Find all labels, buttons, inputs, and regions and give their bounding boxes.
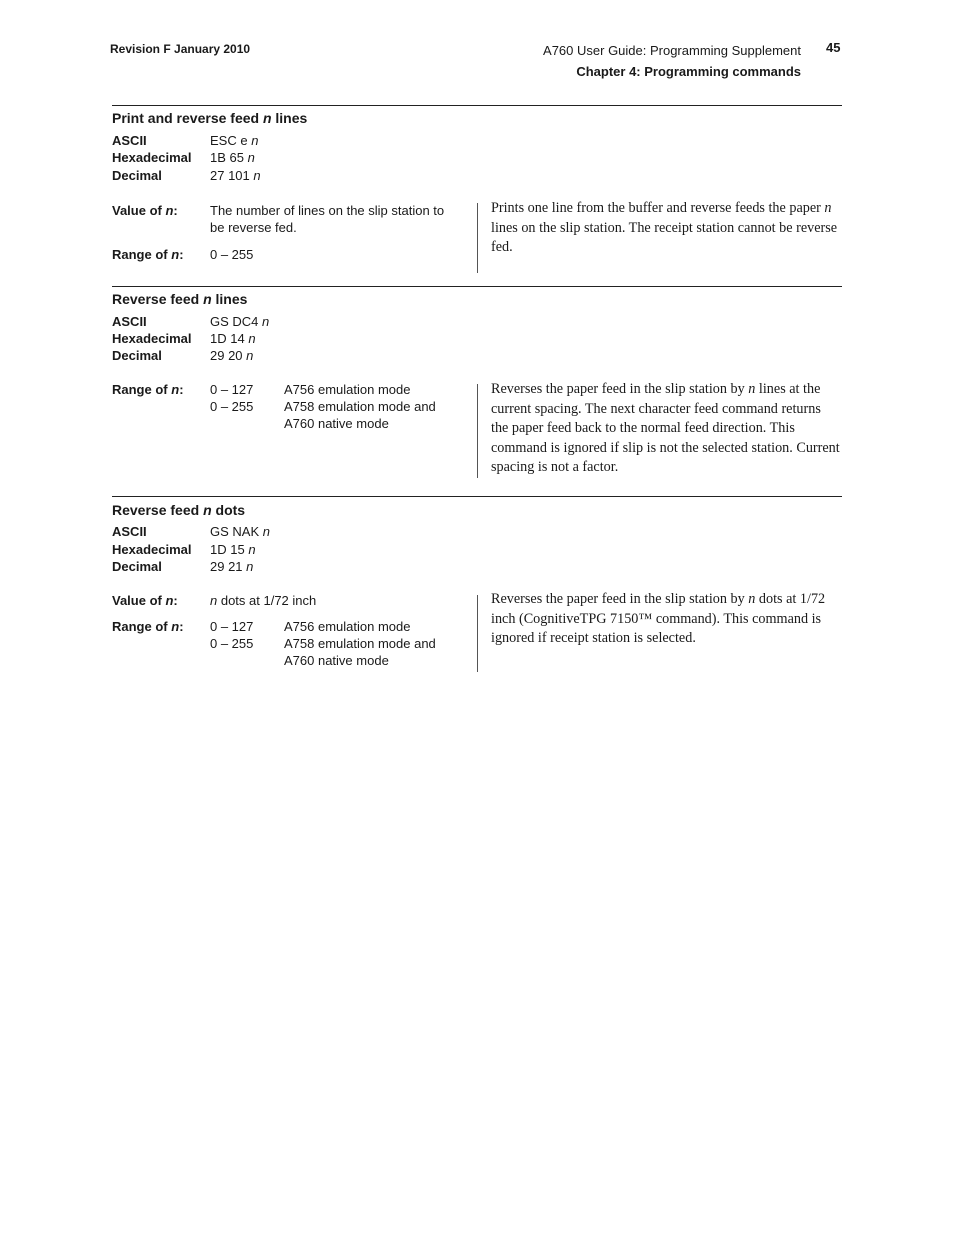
value-text: The number of lines on the slip station to be reverse fed.: [210, 203, 445, 235]
hex-label: Hexadecimal: [112, 542, 192, 557]
hex-value: 1D 14 n: [210, 331, 256, 346]
chapter-title: Chapter 4: Programming commands: [576, 64, 801, 79]
value-label: Value of n:: [112, 203, 178, 218]
command-description: Prints one line from the buffer and reverse feeds the paper n lines on the slip station. The receipt station cannot be reverse fed.: [491, 200, 838, 256]
hex-value: 1B 65 n: [210, 150, 255, 165]
value-text: n dots at 1/72 inch: [210, 593, 317, 608]
section-title: Reverse feed n lines: [112, 291, 248, 307]
range-value: 0 – 127: [210, 619, 254, 634]
section-title: Print and reverse feed n lines: [112, 110, 308, 126]
command-description: Reverses the paper feed in the slip station by n lines at the current spacing. The next character feed command returns the paper feed back to the normal feed direction. This command is ignored if slip is not the selected station. Current spacing is not a factor.: [491, 381, 840, 476]
range-label: Range of n:: [112, 247, 184, 262]
range-value: 0 – 255: [210, 399, 254, 414]
decimal-label: Decimal: [112, 348, 162, 363]
ascii-label: ASCII: [112, 133, 147, 148]
hex-value: 1D 15 n: [210, 542, 256, 557]
hex-label: Hexadecimal: [112, 331, 192, 346]
command-description: Reverses the paper feed in the slip station by n dots at 1/72 inch (CognitiveTPG 7150™ command). This command is ignored if receipt station is selected.: [491, 591, 826, 647]
running-header: [543, 40, 801, 82]
range-label: Range of n:: [112, 619, 184, 634]
decimal-value: 29 20 n: [210, 348, 254, 363]
range-value: 0 – 127: [210, 382, 254, 397]
section-divider: [112, 496, 842, 497]
range-mode: A758 emulation mode and: [284, 636, 436, 651]
decimal-label: Decimal: [112, 559, 162, 574]
range-mode: A758 emulation mode and: [284, 399, 436, 414]
section-title: Reverse feed n dots: [112, 502, 246, 518]
range-value: 0 – 255: [210, 636, 254, 651]
ascii-label: ASCII: [112, 524, 147, 539]
decimal-label: Decimal: [112, 168, 162, 183]
decimal-value: 27 101 n: [210, 168, 261, 183]
guide-title: A760 User Guide: Programming Supplement: [543, 43, 801, 58]
column-divider: [477, 384, 478, 478]
range-mode: A760 native mode: [284, 416, 389, 431]
range-label: Range of n:: [112, 382, 184, 397]
column-divider: [477, 595, 478, 672]
ascii-value: ESC e n: [210, 133, 259, 148]
ascii-value: GS NAK n: [210, 524, 270, 539]
column-divider: [477, 203, 478, 273]
range-mode: A756 emulation mode: [284, 619, 411, 634]
decimal-value: 29 21 n: [210, 559, 254, 574]
range-mode: A756 emulation mode: [284, 382, 411, 397]
range-value: 0 – 255: [210, 247, 254, 262]
section-divider: [112, 105, 842, 106]
hex-label: Hexadecimal: [112, 150, 192, 165]
page-number: 45: [826, 40, 841, 55]
ascii-value: GS DC4 n: [210, 314, 270, 329]
value-label: Value of n:: [112, 593, 178, 608]
revision-label: Revision F January 2010: [110, 42, 251, 56]
ascii-label: ASCII: [112, 314, 147, 329]
range-mode: A760 native mode: [284, 653, 389, 668]
section-divider: [112, 286, 842, 287]
